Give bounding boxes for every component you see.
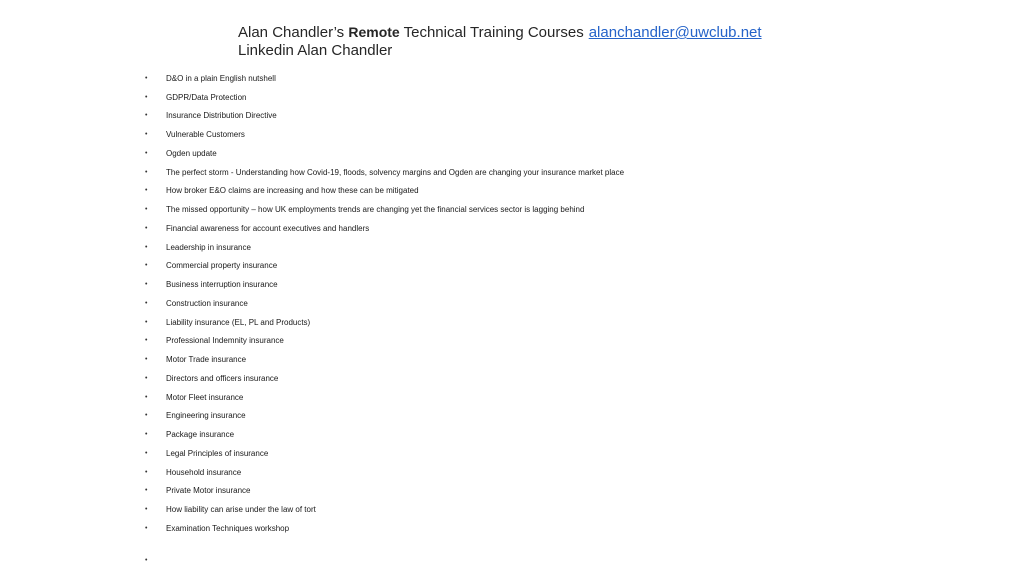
course-title: Professional Indemnity insurance [166,336,284,346]
bullet-icon: • [145,468,148,476]
bullet-icon: • [145,93,148,101]
course-title: Legal Principles of insurance [166,448,269,458]
bullet-icon: • [145,131,148,139]
bullet-icon: • [145,187,148,195]
email-link[interactable]: alanchandler@uwclub.net [588,24,762,41]
course-title: Ogden update [166,148,217,158]
course-title: Directors and officers insurance [166,373,279,383]
course-title: D&O in a plain English nutshell [166,73,276,83]
title-prefix: Alan Chandler’s [238,24,349,41]
course-title: Construction insurance [166,298,248,308]
course-title: Motor Fleet insurance [166,392,244,402]
bullet-icon: • [145,262,148,270]
course-title: Engineering insurance [166,411,246,421]
title-suffix: Technical Training Courses [399,24,584,41]
bullet-icon: • [145,206,148,214]
course-title: Package insurance [166,430,235,440]
course-title: How broker E&O claims are increasing and how these can be mitigated [166,186,419,196]
bullet-icon: • [145,356,148,364]
bullet-icon: • [145,374,148,382]
bullet-icon: • [145,449,148,457]
title-line [238,23,762,42]
bullet-icon: • [145,393,148,401]
course-title: GDPR/Data Protection [166,92,247,102]
course-title: The missed opportunity – how UK employments trends are changing yet the financial services sector is lagging behind [166,205,585,215]
course-title: The perfect storm - Understanding how Covid-19, floods, solvency margins and Ogden are changing your insurance market place [166,167,625,177]
bullet-icon: • [145,281,148,289]
course-title: Liability insurance (EL, PL and Products) [166,317,311,327]
slide-header [238,23,762,60]
bullet-icon: • [145,224,148,232]
bullet-icon: • [145,506,148,514]
bullet-icon: • [145,412,148,420]
course-title: Business interruption insurance [166,280,278,290]
linkedin-line: Linkedin Alan Chandler [238,42,393,59]
bullet-icon: • [145,243,148,251]
course-title: Motor Trade insurance [166,355,247,365]
bullet-icon: • [145,318,148,326]
bullet-icon: • [145,524,148,532]
course-title: Insurance Distribution Directive [166,111,277,121]
bullet-icon: • [145,299,148,307]
bullet-icon: • [145,487,148,495]
empty-bullet: • [145,557,148,564]
bullet-icon: • [145,74,148,82]
course-title: Financial awareness for account executives and handlers [166,223,370,233]
course-title: Vulnerable Customers [166,130,245,140]
course-title: Leadership in insurance [166,242,251,252]
bullet-icon: • [145,112,148,120]
course-title: Private Motor insurance [166,486,251,496]
course-title: Household insurance [166,467,242,477]
bullet-icon: • [145,337,148,345]
course-title: Examination Techniques workshop [166,523,290,533]
course-title: How liability can arise under the law of tort [166,505,316,515]
bullet-icon: • [145,149,148,157]
title-emphasis: Remote [348,24,400,40]
bullet-icon: • [145,168,148,176]
course-title: Commercial property insurance [166,261,278,271]
bullet-icon: • [145,431,148,439]
